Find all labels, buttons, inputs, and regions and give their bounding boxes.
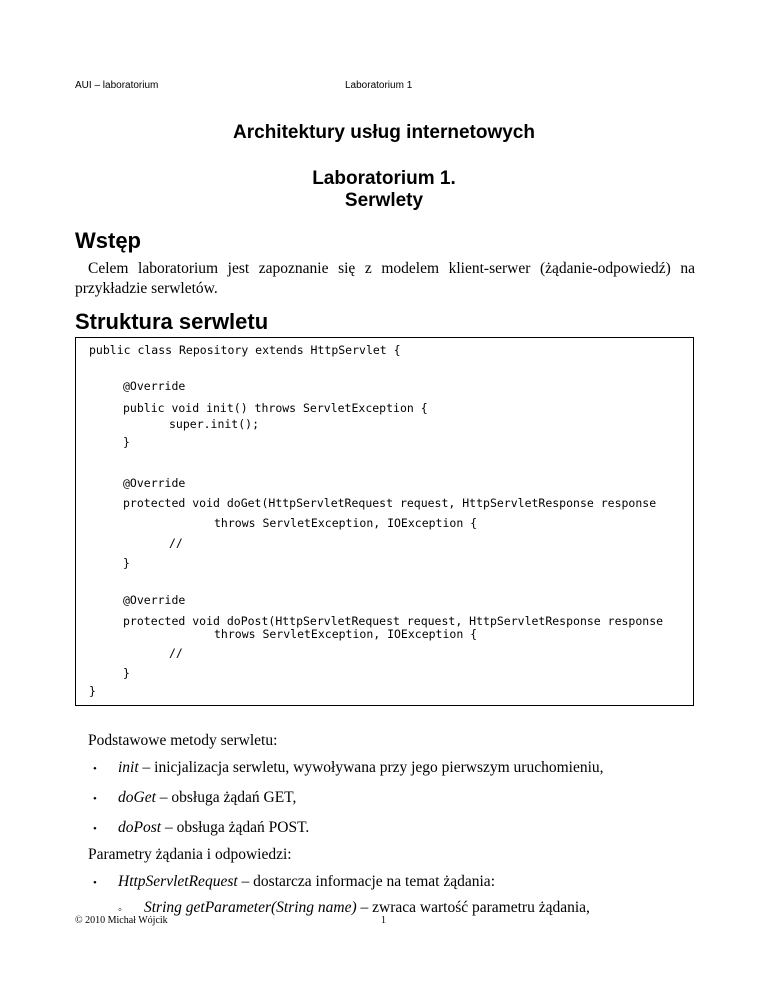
param-subdesc: – zwraca wartość parametru żądania, xyxy=(356,899,590,916)
list-item-method xyxy=(118,759,604,777)
code-line: throws ServletException, IOException { xyxy=(214,516,478,530)
bullet-icon: • xyxy=(93,823,97,835)
code-line: @Override xyxy=(123,379,186,393)
code-line: @Override xyxy=(123,593,186,607)
code-line: } xyxy=(89,684,96,698)
code-line: throws ServletException, IOException { xyxy=(214,627,478,641)
subtitle-line-2: Serwlety xyxy=(344,190,424,211)
code-block xyxy=(75,337,694,706)
param-desc: – dostarcza informacje na temat żądania: xyxy=(237,873,495,890)
list-item-method xyxy=(118,819,309,837)
document-subtitle xyxy=(0,168,768,212)
sub-bullet-icon: ◦ xyxy=(118,904,122,916)
code-line: public class Repository extends HttpServlet { xyxy=(89,343,401,357)
code-line: // xyxy=(169,536,183,550)
bullet-icon: • xyxy=(93,763,97,775)
page-number: 1 xyxy=(381,915,386,926)
method-name: init xyxy=(118,759,139,776)
code-line: } xyxy=(123,666,130,680)
method-desc: – obsługa żądań POST. xyxy=(161,819,310,836)
code-line: super.init(); xyxy=(169,417,260,431)
code-line: @Override xyxy=(123,476,186,490)
code-line: } xyxy=(123,556,130,570)
header-left: AUI – laboratorium xyxy=(75,80,159,91)
header-center: Laboratorium 1 xyxy=(345,80,413,91)
methods-intro: Podstawowe metody serwletu: xyxy=(88,732,278,749)
list-subitem-param xyxy=(144,899,590,917)
list-item-method xyxy=(118,789,296,807)
method-name: doPost xyxy=(118,819,162,836)
intro-paragraph: Celem laboratorium jest zapoznanie się z modelem klient-serwer (żądanie-odpowiedź) na przykładzie serwletów. xyxy=(75,260,695,297)
code-line: public void init() throws ServletException { xyxy=(123,401,428,415)
method-name: doGet xyxy=(118,789,156,806)
bullet-icon: • xyxy=(93,793,97,805)
code-line: protected void doPost(HttpServletRequest request, HttpServletResponse response xyxy=(123,614,664,628)
code-line: // xyxy=(169,646,183,660)
param-subname: String getParameter(String name) xyxy=(144,899,357,916)
list-item-param xyxy=(118,873,495,891)
code-line: protected void doGet(HttpServletRequest request, HttpServletResponse response xyxy=(123,496,657,510)
document-title: Architektury usług internetowych xyxy=(233,122,535,143)
method-desc: – obsługa żądań GET, xyxy=(155,789,297,806)
params-intro: Parametry żądania i odpowiedzi: xyxy=(88,846,292,863)
heading-structure: Struktura serwletu xyxy=(75,309,269,334)
bullet-icon: • xyxy=(93,877,97,889)
code-line: } xyxy=(123,435,130,449)
heading-intro: Wstęp xyxy=(75,228,141,253)
method-desc: – inicjalizacja serwletu, wywoływana przy jego pierwszym uruchomieniu, xyxy=(138,759,604,776)
footer-copyright: © 2010 Michał Wójcik xyxy=(75,915,168,926)
param-name: HttpServletRequest xyxy=(118,873,238,890)
subtitle-line-1: Laboratorium 1. xyxy=(312,168,456,189)
